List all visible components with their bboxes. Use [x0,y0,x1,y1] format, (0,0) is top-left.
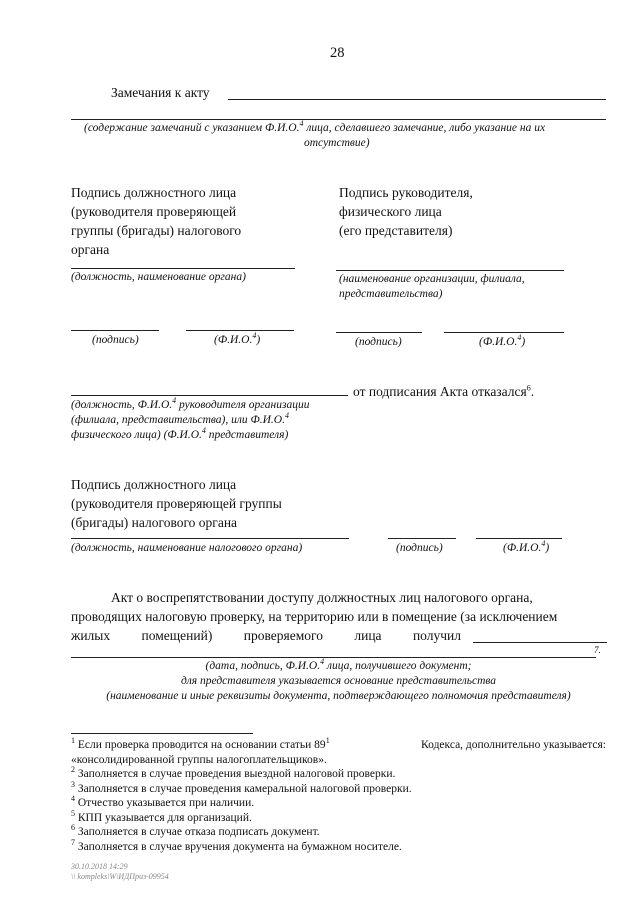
remarks-line-2 [71,119,606,120]
page-number: 28 [330,45,345,61]
obstruction-footnote-mark: 7. [594,645,601,655]
obstruction-receiver-line-1 [473,642,607,643]
print-stamp: 30.10.2018 14:29 \\ kompleks\W\ИДПриз-09954 [71,862,169,881]
footnote-4: $^4$ Отчество указывается при наличии. [71,794,255,809]
official-fio-caption: (Ф.И.О.$^4$) [503,539,550,554]
official-signature-title: Подпись должностного лица (руководителя проверяющей группы (бригады) налогового органа [71,477,282,530]
right-signature-title: Подпись руководителя, физического лица (его представителя) [339,185,473,238]
footnote-2: $^2$ Заполняется в случае проведения выездной налоговой проверки. [71,765,396,780]
right-fio-caption: (Ф.И.О.$^4$) [479,333,526,348]
obstruction-receiver-line-2 [71,657,596,658]
obstruction-caption: (дата, подпись, Ф.И.О.$^4$ лица, получившего документ; для представителя указывается основание представительства (наименование и иные реквизиты документа, подтверждающего полномочия представителя) [106,657,571,702]
right-org-line [336,270,564,271]
footnote-7: $^7$ Заполняется в случае вручения документа на бумажном носителе. [71,837,402,853]
remarks-line-1 [228,99,606,100]
refusal-caption: (должность, Ф.И.О.$^4$ руководителя организации (филиала, представительства), или Ф.И.О.$^4$ физического лица) (Ф.И.О.$^4$ представителя) [71,396,310,441]
footnote-3: $^3$ Заполняется в случае проведения камеральной налоговой проверки. [71,779,412,795]
right-sign-caption: (подпись) [355,336,402,348]
official-fio-line [476,538,562,539]
right-org-caption: (наименование организации, филиала, представительства) [339,273,525,300]
left-fio-line [186,330,294,331]
footnotes [71,738,606,854]
footnote-1: $^1$ Если проверка проводится на основании статьи $89^1$ Кодекса, дополнительно указывается: [71,736,606,751]
left-position-caption: (должность, наименование органа) [71,271,246,283]
right-sign-line [336,332,422,333]
obstruction-line2: проводящих налоговую проверку, на территорию или в помещение (за исключением [71,609,558,624]
obstruction-line1: Акт о воспрепятствовании доступу должностных лиц налогового органа, [111,590,533,605]
remarks-label: Замечания к акту [111,85,210,100]
footnote-1-cont: «консолидированной группы налогоплательщиков». [71,753,327,766]
official-position-caption: (должность, наименование налогового органа) [71,542,303,554]
left-sign-caption: (подпись) [92,334,139,346]
right-fio-line [444,332,564,333]
official-sign-caption: (подпись) [396,542,443,554]
left-position-line [71,268,295,269]
refusal-text: от подписания Акта отказался$^6$. [353,383,535,399]
remarks-caption-line2: отсутствие) [304,137,370,149]
official-position-line [71,538,349,539]
footnote-separator [71,733,253,734]
footnote-5: $^5$ КПП указывается для организаций. [71,808,252,824]
official-sign-line [388,538,456,539]
refusal-line [71,395,348,396]
remarks-caption-line1: (содержание замечаний с указанием Ф.И.О.$^4$ лица, сделавшего замечание, либо указание на их [84,119,546,134]
obstruction-line3: жилых помещений) проверяемого лица получил [71,628,461,643]
left-sign-line [71,330,159,331]
left-fio-caption: (Ф.И.О.$^4$) [214,331,261,346]
footnote-6: $^6$ Заполняется в случае отказа подписать документ. [71,823,320,838]
left-signature-title: Подпись должностного лица (руководителя проверяющей группы (бригады) налогового органа [71,185,242,257]
